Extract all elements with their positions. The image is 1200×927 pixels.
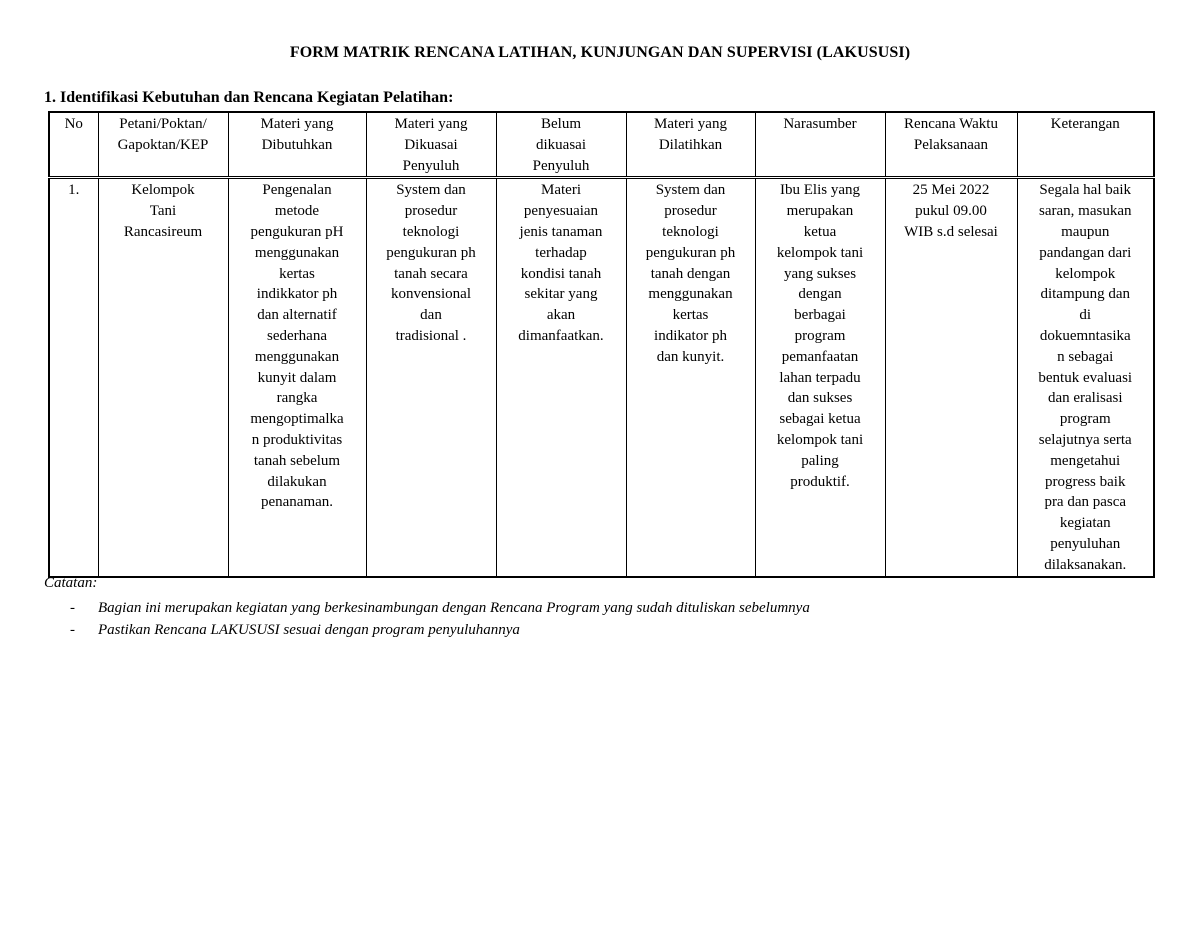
page-title: FORM MATRIK RENCANA LATIHAN, KUNJUNGAN DAN SUPERVISI (LAKUSUSI) [289,44,911,61]
cell-belum-dikuasai: Materi penyesuaian jenis tanaman terhadap kondisi tanah sekitar yang akan dimanfaatkan. [496,178,626,578]
header-no: No [49,112,98,178]
table-row [49,178,1154,578]
cell-narasumber: Ibu Elis yang merupakan ketua kelompok tani yang sukses dengan berbagai program pemanfaatan lahan terpadu dan sukses sebagai ketua kelompok tani paling produktif. [755,178,885,578]
table-header-row [49,112,1154,178]
notes-list [70,597,810,641]
cell-materi-dibutuhkan: Pengenalan metode pengukuran pH menggunakan kertas indikkator ph dan alternatif sederhana menggunakan kunyit dalam rangka mengoptimalka n produktivitas tanah sebelum dilakukan penanaman. [228,178,366,578]
note-text: Bagian ini merupakan kegiatan yang berkesinambungan dengan Rencana Program yang sudah dituliskan sebelumnya [98,600,810,616]
section-heading: 1. Identifikasi Kebutuhan dan Rencana Kegiatan Pelatihan: [44,89,454,106]
cell-materi-dikuasai: System dan prosedur teknologi pengukuran ph tanah secara konvensional dan tradisional . [366,178,496,578]
cell-petani: Kelompok Tani Rancasireum [98,178,228,578]
notes-label: Catatan: [44,575,98,591]
cell-rencana-waktu: 25 Mei 2022 pukul 09.00 WIB s.d selesai [885,178,1017,578]
cell-keterangan: Segala hal baik saran, masukan maupun pandangan dari kelompok ditampung dan di dokuemntasika n sebagai bentuk evaluasi dan eralisasi program selajutnya serta mengetahui progress baik pra dan pasca kegiatan penyuluhan dilaksanakan. [1017,178,1154,578]
note-text: Pastikan Rencana LAKUSUSI sesuai dengan program penyuluhannya [98,622,520,638]
header-keterangan: Keterangan [1017,112,1154,178]
bullet-dash: - [70,600,75,616]
header-petani: Petani/Poktan/ Gapoktan/KEP [98,112,228,178]
header-materi-dikuasai: Materi yang Dikuasai Penyuluh [366,112,496,178]
header-materi-dilatihkan: Materi yang Dilatihkan [626,112,755,178]
header-belum-dikuasai: Belum dikuasai Penyuluh [496,112,626,178]
bullet-dash: - [70,622,75,638]
header-materi-dibutuhkan: Materi yang Dibutuhkan [228,112,366,178]
cell-materi-dilatihkan: System dan prosedur teknologi pengukuran ph tanah dengan menggunakan kertas indikator ph dan kunyit. [626,178,755,578]
lakususi-matrix-table [48,111,1155,578]
list-item [70,597,810,619]
header-rencana-waktu: Rencana Waktu Pelaksanaan [885,112,1017,178]
header-narasumber: Narasumber [755,112,885,178]
cell-no: 1. [49,178,98,578]
list-item [70,619,810,641]
